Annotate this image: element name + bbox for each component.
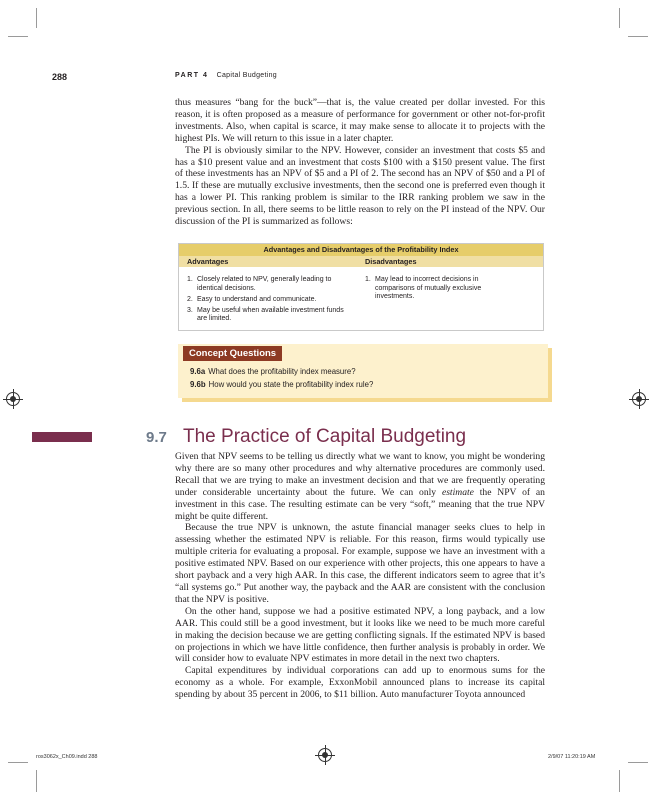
concept-question [190,380,373,389]
registration-mark-icon [318,748,332,762]
top-text [175,97,545,228]
pi-summary-table [178,243,544,331]
section-text [175,451,545,701]
crop-mark [36,8,37,28]
question-text: What does the profitability index measure? [208,367,356,376]
paragraph: Because the true NPV is unknown, the astute financial manager seeks clues to help in assessing whether the estimated NPV is reliable. For this reason, firms would typically use multiple criteria for evaluating a proposal. For example, suppose we have an investment with a positive estimated NPV. Based on our experience with other projects, this one appears to have a short payback and a very high AAR. In this case, the different indicators seem to agree that it’s “all systems go.” Put another way, the payback and the AAR are consistent with the conclusion that the NPV is positive. [175,522,545,605]
list-item: 1. Closely related to NPV, generally leading to identical decisions. [187,276,332,292]
part-title: Capital Budgeting [216,72,277,79]
list-item: 2. Easy to understand and communicate. [187,295,317,303]
list-item: 1. May lead to incorrect decisions in comparisons of mutually exclusive investments. [365,276,482,301]
crop-mark [619,770,620,792]
question-id: 9.6b [190,380,206,389]
print-timestamp: 2/9/07 11:20:19 AM [548,754,596,760]
table-header-row [179,256,543,267]
file-slug: ros3062x_Ch09.indd 288 [36,754,98,760]
crop-mark [628,36,648,37]
registration-mark-icon [632,392,646,406]
question-text: How would you state the profitability index rule? [208,380,374,389]
question-id: 9.6a [190,367,206,376]
running-head [175,72,277,79]
paragraph: Capital expenditures by individual corporations can add up to enormous sums for the economy as a whole. For example, ExxonMobil announced plans to increase its capital spending by about 35 percent in 2006, to $11 billion. Auto manufacturer Toyota announced [175,665,545,701]
disadvantages-list [365,276,517,304]
advantages-list [187,276,347,326]
list-item: 3. May be useful when available investment funds are limited. [187,306,344,323]
disadvantages-header: Disadvantages [365,257,417,266]
crop-mark [8,762,28,763]
section-number: 9.7 [146,429,167,446]
crop-mark [8,36,28,37]
paragraph: The PI is obviously similar to the NPV. However, consider an investment that costs $5 and has a $10 present value and an investment that costs $100 with a $150 present value. The first of these investments has an NPV of $5 and a PI of 2. The second has an NPV of $50 and a PI of 1.5. If these are mutually exclusive investments, then the second one is preferred even though it has a lower PI. This ranking problem is similar to the IRR ranking problem we saw in the previous section. In all, there seems to be little reason to rely on the PI instead of the NPV. Our discussion of the PI is summarized as follows: [175,144,545,228]
paragraph: thus measures “bang for the buck”—that is, the value created per dollar invested. For this reason, it is often proposed as a measure of performance for government or other not-for-profit investments. Also, when capital is scarce, it may make sense to allocate it to projects with the highest PIs. We will return to this issue in a later chapter. [175,97,545,144]
paragraph: On the other hand, suppose we had a positive estimated NPV, a long payback, and a low AAR. This could still be a good investment, but it looks like we need to be much more careful in making the decision because we are getting conflicting signals. If the estimated NPV is based on projections in which we have little confidence, then further analysis is probably in order. We will consider how to evaluate NPV estimates in more detail in the next two chapters. [175,605,545,665]
page-number: 288 [52,72,68,82]
crop-mark [628,762,648,763]
crop-mark [619,8,620,28]
registration-mark-icon [6,392,20,406]
section-title: The Practice of Capital Budgeting [183,426,467,447]
paragraph: Given that NPV seems to be telling us directly what we want to know, you might be wondering why there are so many other procedures and why alternative procedures are commonly used. Recall that we are trying to make an investment decision and that we are frequently operating under considerable uncertainty about the future. We can only estimate the NPV of an investment in this case. The resulting estimate can be very “soft,” meaning that the true NPV might be quite different. [175,451,545,522]
concept-question [190,367,356,376]
table-title: Advantages and Disadvantages of the Profitability Index [179,244,543,256]
crop-mark [36,770,37,792]
section-marker-bar [32,432,92,442]
concept-questions-label: Concept Questions [183,346,282,361]
part-label: PART 4 [175,72,209,79]
advantages-header: Advantages [187,257,229,266]
